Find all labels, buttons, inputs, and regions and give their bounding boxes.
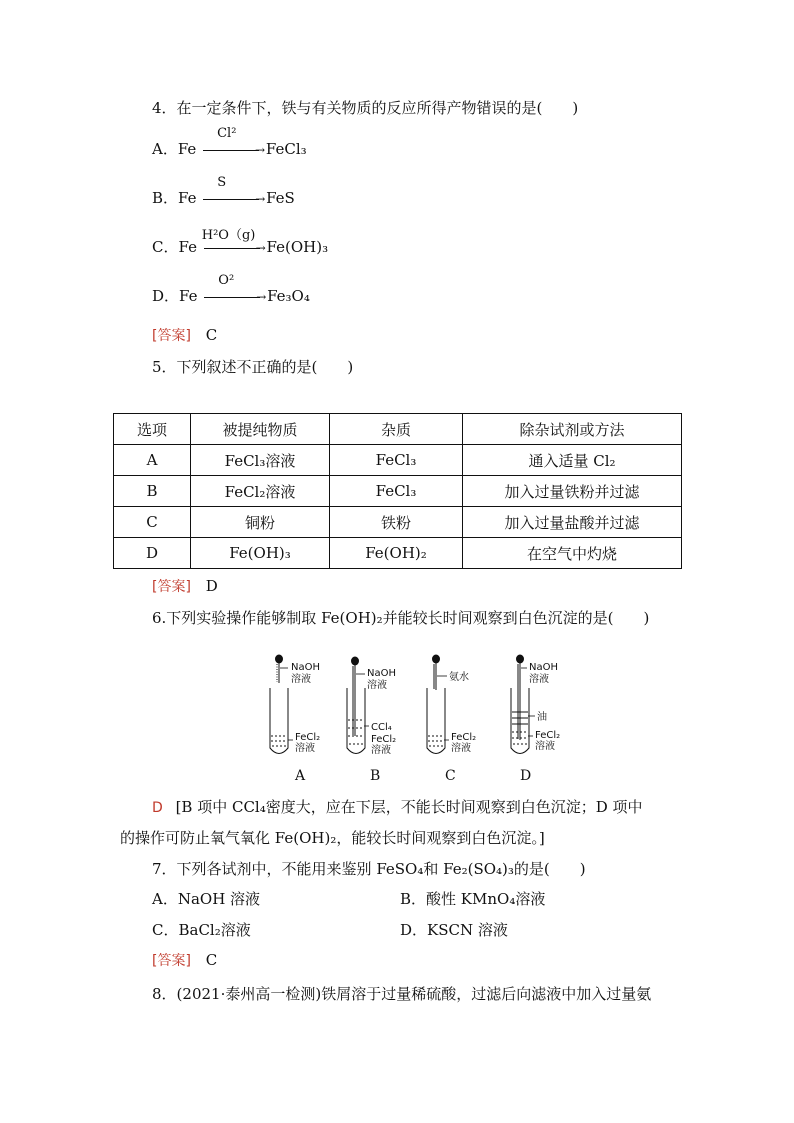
table-cell: FeCl₃ [330, 476, 463, 507]
q5-table [113, 413, 682, 569]
label-d-top1: NaOH [529, 662, 558, 673]
q6-explanation-line1: D [B 项中 CCl₄密度大，应在下层，不能长时间观察到白色沉淀；D 项中 [152, 798, 643, 816]
q5-stem: 5．下列叙述不正确的是( ) [152, 358, 354, 376]
table-cell: 加入过量铁粉并过滤 [463, 476, 682, 507]
table-cell: D [114, 538, 191, 569]
q4-option-b[interactable]: B．Fe → S FeS [152, 175, 295, 207]
q8-stem: 8．(2021·泰州高一检测)铁屑溶于过量稀硫酸，过滤后向滤液中加入过量氨 [152, 985, 652, 1003]
label-c-bot2: 溶液 [451, 743, 471, 754]
label-c-top: 氨水 [449, 672, 469, 683]
q4-option-d[interactable]: D．Fe → O² Fe₃O₄ [152, 273, 310, 305]
table-cell: A [114, 445, 191, 476]
apparatus-c [427, 655, 445, 754]
q4-answer: [答案] C [152, 326, 218, 344]
table-cell: 在空气中灼烧 [463, 538, 682, 569]
q7-option-b[interactable]: B．酸性 KMnO₄溶液 [400, 890, 546, 908]
label-a-top2: 溶液 [291, 674, 311, 685]
q7-option-c[interactable]: C．BaCl₂溶液 [152, 921, 251, 939]
label-d-bot2: 溶液 [535, 741, 555, 752]
label-a-top1: NaOH [291, 662, 320, 673]
table-header: 被提纯物质 [191, 414, 330, 445]
label-b-bot1: FeCl₂ [371, 734, 397, 745]
label-c-bot1: FeCl₂ [451, 732, 477, 743]
test-tube-figure [255, 648, 575, 788]
table-cell: C [114, 507, 191, 538]
label-a-bot1: FeCl₂ [295, 732, 321, 743]
reaction-arrow: → H²O（g) [201, 228, 266, 255]
table-cell: FeCl₃溶液 [191, 445, 330, 476]
table-header-row [114, 414, 682, 445]
table-cell: FeCl₂溶液 [191, 476, 330, 507]
label-d-bot1: FeCl₂ [535, 730, 561, 741]
table-cell: 铜粉 [191, 507, 330, 538]
label-d-top2: 溶液 [529, 674, 549, 685]
label-b-bot2: 溶液 [371, 745, 391, 756]
table-cell: Fe(OH)₃ [191, 538, 330, 569]
q7-answer: [答案] C [152, 951, 218, 969]
apparatus-a [270, 655, 288, 754]
q4-stem: 4．在一定条件下，铁与有关物质的反应所得产物错误的是( ) [152, 99, 579, 117]
q7-option-a[interactable]: A．NaOH 溶液 [152, 890, 261, 908]
caption-a: A [295, 768, 306, 784]
table-header: 选项 [114, 414, 191, 445]
q7-option-d[interactable]: D．KSCN 溶液 [400, 921, 508, 939]
table-row [114, 476, 682, 507]
table-cell: B [114, 476, 191, 507]
caption-d: D [520, 768, 532, 784]
q5-answer: [答案] D [152, 577, 218, 595]
table-header: 杂质 [330, 414, 463, 445]
q4-option-a[interactable]: A．Fe → Cl² FeCl₃ [152, 126, 307, 158]
table-cell: Fe(OH)₂ [330, 538, 463, 569]
apparatus-d [511, 655, 529, 754]
table-cell: 铁粉 [330, 507, 463, 538]
table-cell: 通入适量 Cl₂ [463, 445, 682, 476]
caption-b: B [370, 768, 381, 784]
label-a-bot2: 溶液 [295, 743, 315, 754]
table-row [114, 538, 682, 569]
table-cell: FeCl₃ [330, 445, 463, 476]
label-b-top1: NaOH [367, 668, 396, 679]
reaction-arrow: → O² [204, 290, 260, 304]
caption-c: C [445, 768, 456, 784]
q4-option-c[interactable]: C．Fe → H²O（g) Fe(OH)₃ [152, 228, 329, 256]
table-row [114, 445, 682, 476]
label-b-mid: CCl₄ [371, 722, 392, 733]
reaction-arrow: → Cl² [203, 143, 259, 157]
q7-stem: 7．下列各试剂中，不能用来鉴别 FeSO₄和 Fe₂(SO₄)₃的是( ) [152, 860, 586, 878]
table-cell: 加入过量盐酸并过滤 [463, 507, 682, 538]
reaction-arrow: → S [203, 192, 259, 206]
q6-explanation-line2: 的操作可防止氧气氧化 Fe(OH)₂，能较长时间观察到白色沉淀。] [120, 829, 545, 847]
label-d-oil: 油 [537, 712, 547, 723]
apparatus-b [347, 657, 365, 754]
table-header: 除杂试剂或方法 [463, 414, 682, 445]
label-b-top2: 溶液 [367, 680, 387, 691]
q6-stem: 6.下列实验操作能够制取 Fe(OH)₂并能较长时间观察到白色沉淀的是( ) [152, 609, 650, 627]
table-row [114, 507, 682, 538]
